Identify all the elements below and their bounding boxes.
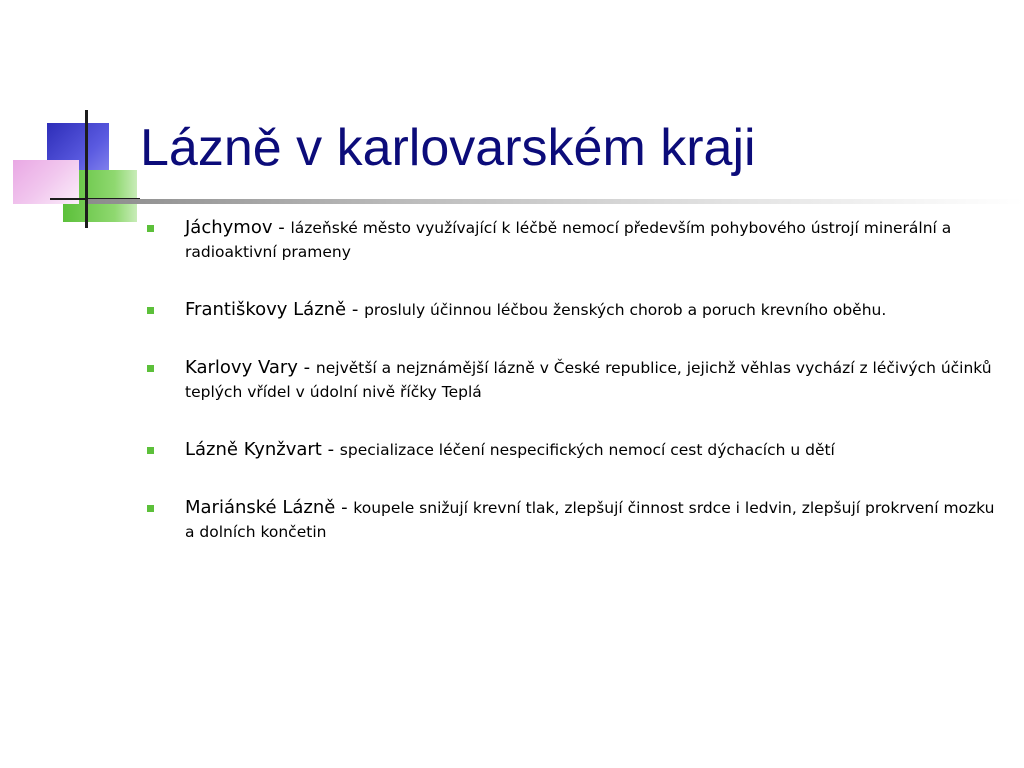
bullet-description: největší a nejznámější lázně v České republice, jejichž věhlas vychází z léčivých účinků teplých vřídel v údolní nivě říčky Teplá (185, 359, 992, 401)
bullet-item-marianske-lazne (147, 496, 997, 544)
bullet-square-icon (147, 307, 154, 314)
slide-title: Lázně v karlovarském kraji (140, 119, 756, 177)
bullet-square-icon (147, 365, 154, 372)
bullet-title: Lázně Kynžvart - (185, 439, 340, 460)
bullet-description: prosluly účinnou léčbou ženských chorob a poruch krevního oběhu. (364, 301, 887, 319)
bullet-square-icon (147, 505, 154, 512)
bullet-description: specializace léčení nespecifických nemocí cest dýchacích u dětí (339, 441, 835, 459)
bullet-list (147, 216, 997, 578)
bullet-square-icon (147, 225, 154, 232)
bullet-description: koupele snižují krevní tlak, zlepšují činnost srdce i ledvin, zlepšují prokrvení mozku a dolních končetin (185, 499, 995, 541)
bullet-title: Františkovy Lázně - (185, 299, 365, 320)
bullet-description: lázeňské město využívající k léčbě nemocí především pohybového ústrojí minerální a radioaktivní prameny (185, 219, 952, 261)
bullet-title: Mariánské Lázně - (185, 497, 354, 518)
bullet-title: Jáchymov - (185, 217, 291, 238)
bullet-item-frantiskovy-lazne (147, 298, 997, 322)
decor-vertical-line (85, 110, 88, 228)
bullet-square-icon (147, 447, 154, 454)
bullet-title: Karlovy Vary - (185, 357, 316, 378)
bullet-item-jachymov (147, 216, 997, 264)
bullet-item-karlovy-vary (147, 356, 997, 404)
title-underline-rule (88, 199, 1024, 204)
bullet-item-lazne-kynzvart (147, 438, 997, 462)
